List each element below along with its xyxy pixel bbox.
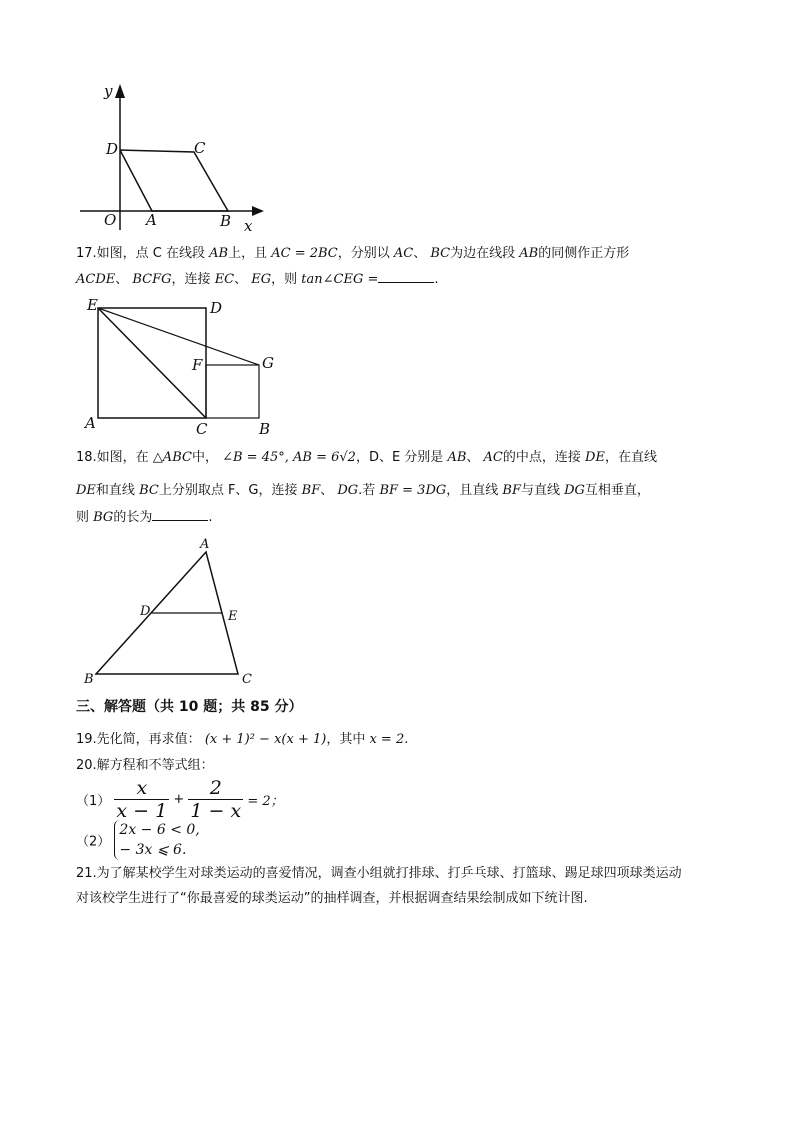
label-b: B (84, 672, 94, 686)
q17-text: 为边在线段 (450, 246, 520, 261)
figure-triangle-midline (76, 534, 266, 686)
q18-text: 则 (76, 510, 94, 525)
q17-text: ，连接 (171, 272, 215, 287)
fraction-2-numerator: 2 (188, 777, 243, 800)
label-e: E (228, 609, 238, 624)
q17-square-acde: ACDE (76, 272, 116, 287)
label-a: A (85, 414, 96, 432)
q18-text: ，且直线 (446, 483, 503, 498)
q18-ac: AC (483, 450, 503, 465)
q18-text: 的长为 (113, 510, 153, 525)
question-17-line-1 (76, 244, 629, 264)
fraction-1-denominator: x − 1 (116, 800, 168, 822)
q18-triangle: △ABC (152, 450, 192, 465)
q18-text: 上分别取点 F、G，连接 (158, 483, 302, 498)
figure-coordinate-parallelogram (76, 78, 276, 238)
q18-text: ，D、E 分别是 (355, 450, 448, 465)
question-18-line-1 (76, 448, 657, 468)
q18-sep: 、 (466, 450, 484, 465)
q19-text: 19.先化简，再求值： (76, 732, 205, 747)
plus-sign: + (173, 792, 185, 807)
q17-sep: 、 (413, 246, 431, 261)
label-d: D (106, 140, 119, 158)
label-a: A (146, 211, 157, 229)
q17-answer-blank (378, 270, 434, 283)
q18-bc: BC (139, 483, 159, 498)
q17-ab: AB (519, 246, 539, 261)
q18-ab: AB (447, 450, 467, 465)
y-axis-arrow (115, 84, 125, 98)
question-18-line-2 (76, 481, 650, 501)
question-20-part-2 (76, 820, 200, 860)
fraction-1-numerator: x (114, 777, 169, 800)
inequality-1: 2x − 6 < 0, (119, 822, 200, 838)
question-20-title: 20.解方程和不等式组： (76, 758, 214, 773)
label-c: C (242, 672, 252, 686)
q18-text: . (208, 510, 213, 525)
q18-text: 与直线 (520, 483, 565, 498)
q17-eg: EG (251, 272, 272, 287)
x-axis-arrow (252, 206, 264, 216)
q17-text: 的同侧作正方形 (538, 246, 630, 261)
question-17-line-2 (76, 270, 439, 290)
q18-answer-blank (152, 508, 208, 521)
label-y: y (104, 82, 113, 100)
q18-sep: 、 (320, 483, 338, 498)
q17-square-bcfg: BCFG (132, 272, 172, 287)
q17-ab: AB (209, 246, 229, 261)
label-x: x (244, 217, 253, 235)
label-b: B (259, 420, 271, 438)
q18-text: 18.如图，在 (76, 450, 153, 465)
q17-text: 上，且 (228, 246, 272, 261)
q19-text: ，其中 (326, 732, 370, 747)
q17-text: ，则 (271, 272, 302, 287)
fraction-2 (188, 777, 243, 822)
q18-relation: BF = 3DG (379, 483, 447, 498)
q17-text: 17.如图，点 C 在线段 (76, 246, 210, 261)
q18-dg: DG (337, 483, 359, 498)
q17-sep: 、 (115, 272, 133, 287)
label-c: C (196, 420, 208, 438)
q20-part2-label: （2） (76, 834, 111, 850)
question-19 (76, 730, 408, 750)
square-bcfg (206, 365, 259, 418)
figure-two-squares (82, 292, 282, 438)
q19-expression: (x + 1)² − x(x + 1) (204, 732, 327, 747)
fraction-2-denominator: 1 − x (190, 800, 242, 822)
q18-dg: DG (564, 483, 585, 498)
q18-text: 和直线 (95, 483, 140, 498)
q18-text: 互相垂直， (584, 483, 650, 498)
q17-ac: AC (393, 246, 414, 261)
inequality-2: − 3x ⩽ 6. (119, 842, 187, 858)
fraction-1 (114, 777, 169, 822)
label-b: B (220, 212, 232, 230)
parallelogram-abcd (120, 150, 228, 211)
q17-text: . (434, 272, 439, 287)
q18-bf: BF (301, 483, 321, 498)
q17-tan-expression: tan∠CEG = (301, 272, 379, 287)
question-21-line-1: 21.为了解某校学生对球类运动的喜爱情况，调查小组就打排球、打乒乓球、打篮球、踢足球四项球类运动 (76, 866, 682, 881)
question-18-line-3 (76, 508, 212, 528)
inequality-system (114, 820, 199, 860)
label-a: A (200, 537, 210, 552)
q18-bg: BG (93, 510, 114, 525)
q19-value: x = 2. (369, 732, 409, 747)
q17-text: ，分别以 (337, 246, 394, 261)
q18-text: .若 (358, 483, 380, 498)
q18-given: ∠B = 45°, AB = 6√2 (222, 450, 356, 465)
question-21-line-2: 对该校学生进行了“你最喜爱的球类运动”的抽样调查，并根据调查结果绘制成如下统计图. (76, 891, 588, 906)
equation-rhs: = 2； (247, 794, 284, 809)
q18-de: DE (76, 483, 96, 498)
q17-sep: 、 (234, 272, 252, 287)
q17-equation: AC = 2BC (271, 246, 338, 261)
segment-eg (98, 308, 259, 365)
q18-de: DE (585, 450, 605, 465)
label-f: F (192, 356, 203, 374)
label-g: G (262, 354, 274, 372)
segment-ec (98, 308, 206, 418)
q18-bf: BF (502, 483, 521, 498)
label-o: O (104, 211, 117, 229)
label-e: E (87, 296, 98, 314)
q18-text: 的中点，连接 (502, 450, 586, 465)
question-20-part-1 (76, 777, 284, 822)
section-heading: 三、解答题（共 10 题；共 85 分） (76, 699, 303, 715)
q17-bc: BC (430, 246, 451, 261)
q20-part1-label: （1） (76, 794, 111, 809)
label-d: D (140, 604, 151, 619)
label-d: D (210, 299, 223, 317)
q17-ec: EC (214, 272, 235, 287)
q18-text: ，在直线 (604, 450, 657, 465)
label-c: C (194, 139, 206, 157)
q18-text: 中， (191, 450, 223, 465)
